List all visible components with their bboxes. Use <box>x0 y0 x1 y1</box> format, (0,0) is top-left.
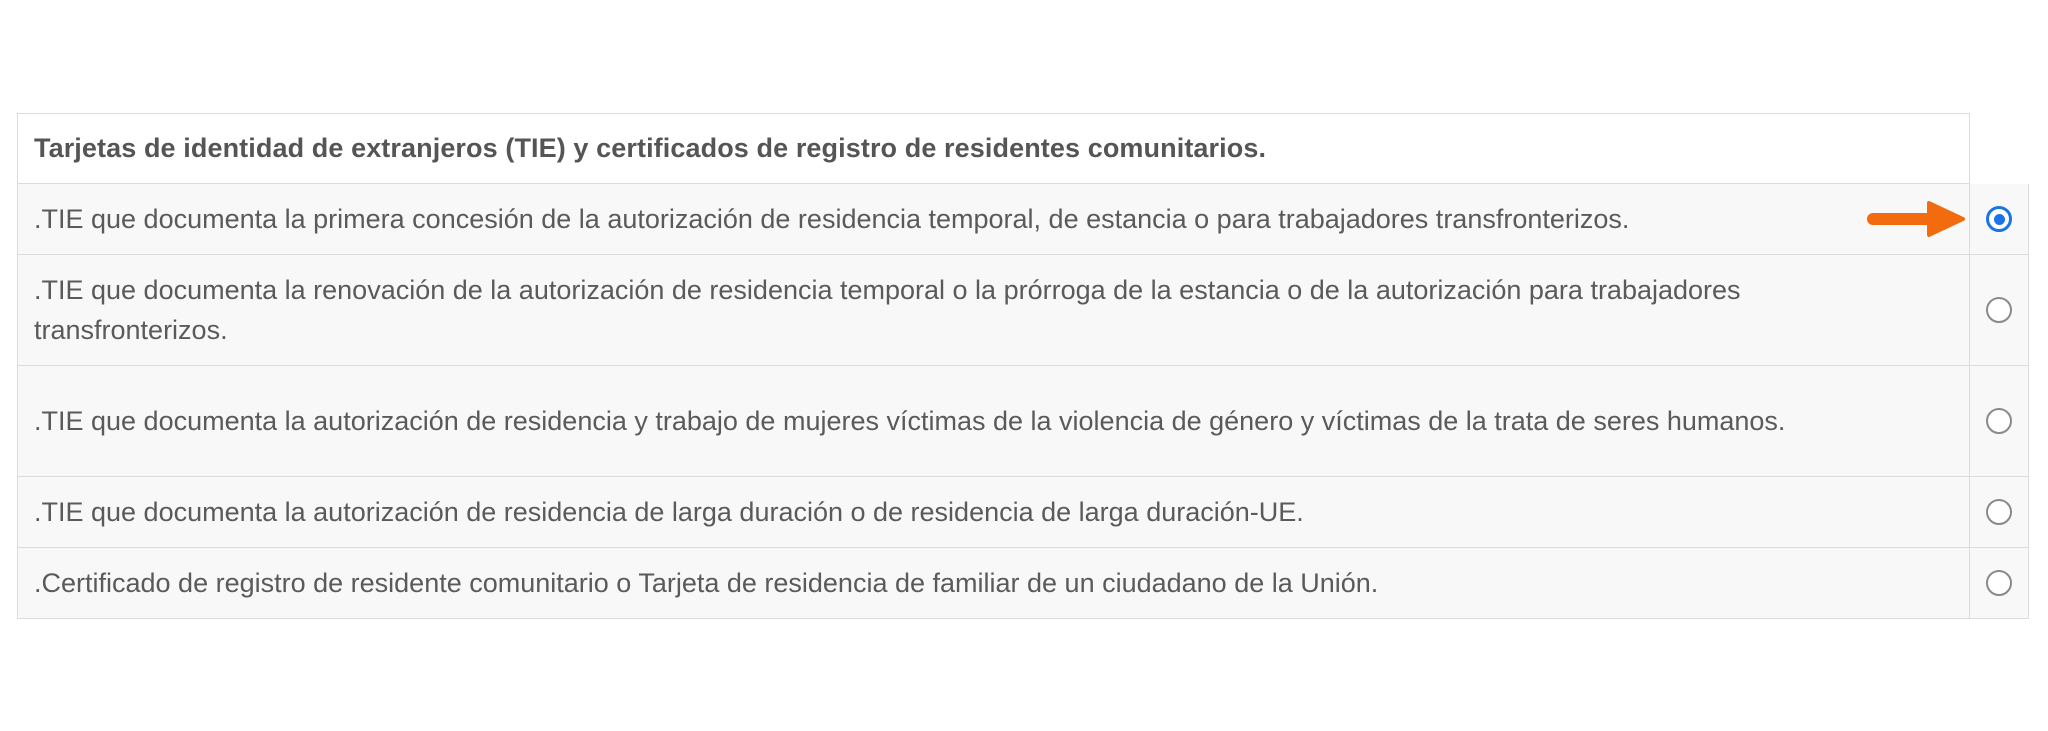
option-text-2: .TIE que documenta la renovación de la autorización de residencia temporal o la prórroga de la estancia o de la autorización para trabajadores transfronterizos. <box>34 275 1741 345</box>
table-header <box>17 113 1970 184</box>
option-row-2[interactable] <box>17 255 2029 366</box>
option-radio-4[interactable] <box>1986 499 2012 525</box>
option-radio-2[interactable] <box>1986 297 2012 323</box>
option-label-3 <box>18 366 1970 476</box>
option-row-3[interactable] <box>17 366 2029 477</box>
option-label-4 <box>18 477 1970 547</box>
option-radio-3[interactable] <box>1986 408 2012 434</box>
option-label-5 <box>18 548 1970 618</box>
option-text-4: .TIE que documenta la autorización de residencia de larga duración o de residencia de larga duración-UE. <box>34 497 1304 527</box>
options-table <box>17 113 2029 619</box>
option-text-5: .Certificado de registro de residente comunitario o Tarjeta de residencia de familiar de un ciudadano de la Unión. <box>34 568 1379 598</box>
table-header-title: Tarjetas de identidad de extranjeros (TIE) y certificados de registro de residentes comunitarios. <box>34 133 1267 163</box>
arrow-right-icon <box>1867 200 1967 238</box>
option-radio-cell-1[interactable] <box>1970 184 2028 254</box>
option-text-1: .TIE que documenta la primera concesión de la autorización de residencia temporal, de estancia o para trabajadores transfronterizos. <box>34 204 1630 234</box>
option-row-1[interactable] <box>17 184 2029 255</box>
option-text-3: .TIE que documenta la autorización de residencia y trabajo de mujeres víctimas de la violencia de género y víctimas de la trata de seres humanos. <box>34 406 1786 436</box>
option-radio-cell-4[interactable] <box>1970 477 2028 547</box>
option-radio-cell-3[interactable] <box>1970 366 2028 476</box>
option-radio-cell-5[interactable] <box>1970 548 2028 618</box>
option-row-4[interactable] <box>17 477 2029 548</box>
option-radio-1[interactable] <box>1986 206 2012 232</box>
option-radio-cell-2[interactable] <box>1970 255 2028 365</box>
option-label-2 <box>18 255 1970 365</box>
option-radio-5[interactable] <box>1986 570 2012 596</box>
option-label-1 <box>18 184 1970 254</box>
option-row-5[interactable] <box>17 548 2029 619</box>
